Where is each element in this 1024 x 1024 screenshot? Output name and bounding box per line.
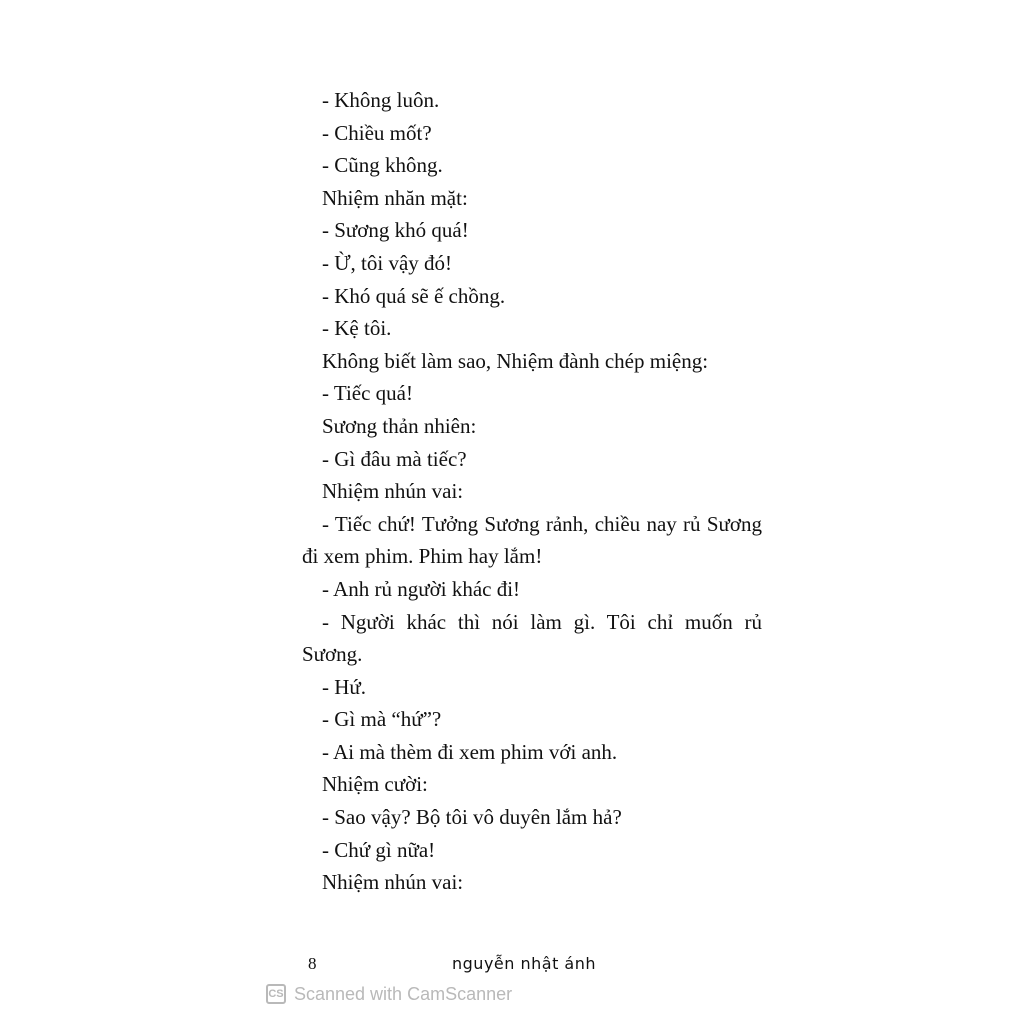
camscanner-logo-icon: CS <box>266 984 286 1004</box>
text-line: - Gì đâu mà tiếc? <box>322 446 467 471</box>
watermark-text: Scanned with CamScanner <box>294 983 513 1004</box>
text-line: Sương thản nhiên: <box>322 413 477 438</box>
page-footer <box>0 950 1024 980</box>
text-line: - Ừ, tôi vậy đó! <box>322 250 453 275</box>
text-line: - Tiếc chứ! Tưởng Sương rảnh, chiều nay rủ Sương <box>322 511 762 536</box>
text-line: - Chứ gì nữa! <box>322 837 436 862</box>
text-line: Sương. <box>302 642 363 667</box>
text-line: - Ai mà thèm đi xem phim với anh. <box>322 739 618 764</box>
text-line: - Chiều mốt? <box>322 120 432 145</box>
text-line: - Cũng không. <box>322 153 443 178</box>
text-line: - Hứ. <box>322 674 367 699</box>
text-line: - Người khác thì nói làm gì. Tôi chỉ muốn rủ <box>322 609 762 634</box>
text-line: Nhiệm cười: <box>322 772 428 797</box>
text-line: Nhiệm nhún vai: <box>322 479 464 504</box>
text-line: - Không luôn. <box>322 88 440 112</box>
text-line: - Khó quá sẽ ế chồng. <box>322 283 506 308</box>
text-line: Nhiệm nhăn mặt: <box>322 185 468 210</box>
text-line: - Anh rủ người khác đi! <box>322 576 521 601</box>
page-number: 8 <box>308 954 317 973</box>
text-line: - Sao vậy? Bộ tôi vô duyên lắm hả? <box>322 805 622 830</box>
running-title: nguyễn nhật ánh <box>452 954 597 973</box>
body-text <box>302 84 762 899</box>
text-line: Không biết làm sao, Nhiệm đành chép miệng: <box>322 348 709 373</box>
text-line: Nhiệm nhún vai: <box>322 870 464 895</box>
camscanner-watermark <box>266 982 512 1006</box>
text-line: - Tiếc quá! <box>322 381 413 406</box>
text-line: - Sương khó quá! <box>322 218 469 243</box>
text-line: đi xem phim. Phim hay lắm! <box>302 544 543 569</box>
text-line: - Gì mà “hứ”? <box>322 707 442 732</box>
text-line: - Kệ tôi. <box>322 316 392 341</box>
